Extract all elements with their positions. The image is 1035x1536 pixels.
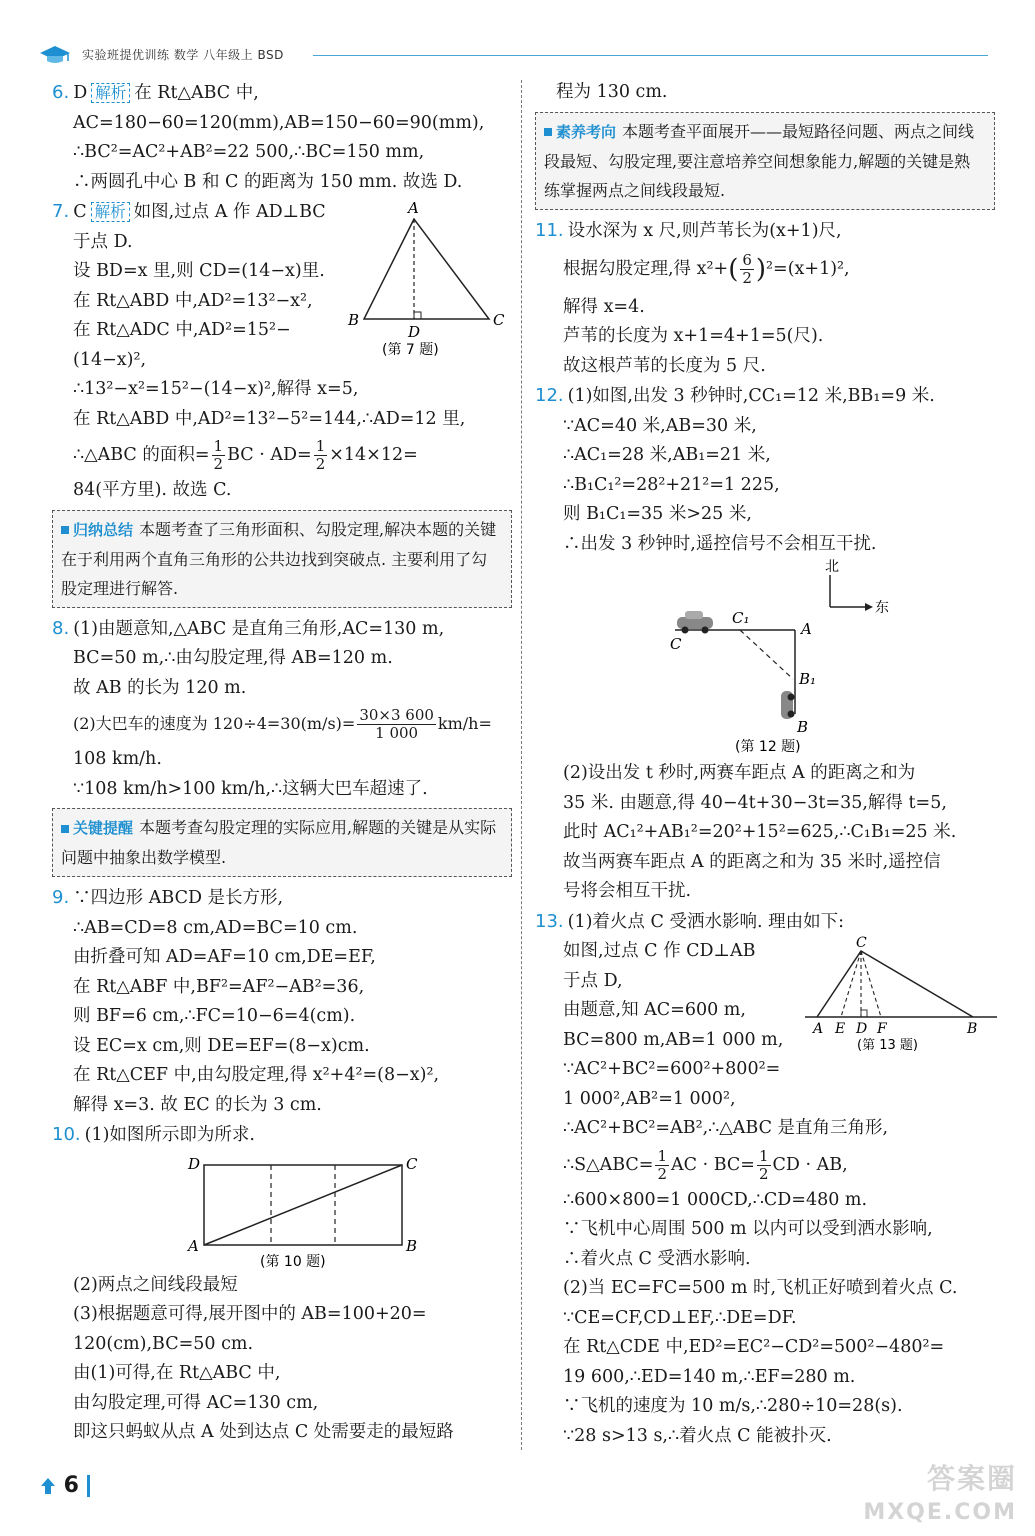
car-icon: [781, 691, 795, 719]
note-text: 本题考查平面展开——最短路径问题、两点之间线段最短、勾股定理,要注意培养空间想象能力,解题的关键是熟练掌握两点之间线段最短.: [544, 121, 975, 200]
question-number: 8.: [52, 617, 70, 639]
denominator: 2: [657, 1164, 668, 1183]
watermark-line: 答案圈: [926, 1462, 1017, 1495]
text-line: 号将会相互干扰.: [563, 881, 692, 901]
text-line: (2)当 EC=FC=500 m 时,飞机正好喷到着火点 C.: [563, 1278, 958, 1298]
fraction: [357, 707, 436, 742]
text-segment: ²=(x+1)²,: [766, 259, 850, 279]
text-line: 84(平方里). 故选 C.: [73, 480, 232, 500]
text-line: 设 EC=x cm,则 DE=EF=(8−x)cm.: [73, 1035, 370, 1056]
denominator: 2: [213, 455, 224, 473]
text-line: 在 Rt△ABC 中,: [134, 83, 259, 103]
text-line: ∴出发 3 秒钟时,遥控信号不会相互干扰.: [563, 533, 877, 554]
text-line: 设水深为 x 尺,则芦苇长为(x+1)尺,: [567, 220, 842, 241]
fraction: [740, 252, 754, 287]
text-line: 由折叠可知 AD=AF=10 cm,DE=EF,: [73, 947, 376, 967]
note-summary: [52, 510, 512, 608]
question-11: [535, 216, 995, 382]
denominator: 2: [758, 1164, 769, 1183]
text-line: 即这只蚂蚁从点 A 处到达点 C 处需要走的最短路: [73, 1422, 454, 1442]
text-line: 此时 AC₁²+AB₁²=20²+15²=625,∴C₁B₁=25 米.: [563, 822, 957, 842]
question-number: 9.: [52, 887, 70, 908]
question-number: 11.: [535, 219, 564, 241]
text-line: ∵AC²+BC²=600²+800²=: [563, 1059, 781, 1079]
text-segment: (2)大巴车的速度为 120÷4=30(m/s)=: [73, 714, 356, 733]
text-segment: km/h=: [437, 714, 492, 733]
label-b: B: [348, 311, 360, 329]
question-7: [52, 197, 512, 506]
text-segment: BC · AD=: [227, 445, 312, 465]
label-d: D: [188, 1154, 201, 1173]
question-8: [52, 614, 512, 805]
text-line: 芦苇的长度为 x+1=4+1=5(尺).: [563, 326, 824, 346]
answer-choice: D: [73, 83, 88, 103]
east-label: 东: [875, 600, 889, 616]
area-formula-line: [52, 434, 512, 476]
text-segment: ∴△ABC 的面积=: [73, 445, 210, 465]
label-c1: C₁: [732, 609, 750, 627]
label-e: E: [835, 1020, 846, 1037]
figure-caption: (第 13 题): [857, 1037, 918, 1053]
label-a: A: [813, 1020, 824, 1037]
bullet-square-icon: [544, 128, 552, 136]
question-number: 7.: [52, 201, 70, 222]
label-b: B: [406, 1236, 418, 1255]
note-heading: 关键提醒: [73, 819, 134, 837]
text-line: 如图,过点 C 作 CD⊥AB: [563, 941, 756, 961]
text-line: ∵CE=CF,CD⊥EF,∴DE=DF.: [563, 1307, 797, 1328]
text-line: 则 BF=6 cm,∴FC=10−6=4(cm).: [73, 1006, 356, 1026]
text-line: BC=800 m,AB=1 000 m,: [563, 1029, 784, 1050]
numerator: 6: [742, 251, 752, 269]
text-line: (3)根据题意可得,展开图中的 AB=100+20=: [73, 1304, 427, 1324]
question-number: 10.: [52, 1124, 81, 1145]
pythagoras-line: 根据勾股定理,得 x²+( $\frac{6}{2}$ )²=(x+1)²,: [563, 251, 850, 287]
question-6: [52, 78, 512, 197]
text-line: (1)着火点 C 受洒水影响. 理由如下:: [567, 911, 844, 932]
text-line: (2)设出发 t 秒时,两赛车距点 A 的距离之和为: [563, 763, 916, 783]
text-line: 故当两赛车距点 A 的距离之和为 35 米时,遥控信: [563, 851, 941, 872]
triangle-figure-7: [344, 199, 509, 359]
text-line: ∵AC=40 米,AB=30 米,: [563, 415, 757, 436]
text-line: (2)两点之间线段最短: [73, 1274, 238, 1295]
label-d: D: [408, 323, 421, 341]
label-d: D: [856, 1020, 868, 1037]
watermark: [863, 1462, 1017, 1530]
text-line: BC=50 m,∴由勾股定理,得 AB=120 m.: [73, 648, 393, 668]
fraction: [757, 1148, 771, 1183]
text-segment: ×14×12=: [329, 445, 418, 465]
text-line: ∵108 km/h>100 km/h,∴这辆大巴车超速了.: [73, 778, 428, 799]
area-line: [535, 1144, 995, 1186]
numerator: 30×3 600: [359, 706, 434, 724]
label-c: C: [493, 311, 505, 329]
bullet-square-icon: [61, 526, 69, 534]
text-line: ∴AB=CD=8 cm,AD=BC=10 cm.: [73, 917, 358, 938]
text-line: ∴着火点 C 受洒水影响.: [563, 1248, 751, 1269]
text-line: ∴两圆孔中心 B 和 C 的距离为 150 mm. 故选 D.: [73, 171, 463, 192]
text-line: (14−x)²,: [73, 349, 147, 370]
text-line: 由勾股定理,可得 AC=130 cm,: [73, 1392, 319, 1413]
fraction: [314, 438, 328, 473]
numerator: 1: [315, 437, 326, 455]
text-line: (1)如图,出发 3 秒钟时,CC₁=12 米,BB₁=9 米.: [567, 386, 935, 406]
text-line: 在 Rt△ABD 中,AD²=13²−5²=144,∴AD=12 里,: [73, 408, 466, 429]
label-c: C: [670, 635, 682, 653]
text-segment: CD · AB,: [772, 1154, 848, 1175]
note-heading: 素养考向: [556, 122, 617, 141]
question-number: 12.: [535, 385, 564, 406]
analysis-tag: 解析: [91, 202, 130, 222]
text-line: 故这根芦苇的长度为 5 尺.: [563, 355, 766, 376]
question-number: 13.: [535, 910, 564, 932]
text-line: 由题意,知 AC=600 m,: [563, 1000, 746, 1020]
text-line: 由(1)可得,在 Rt△ABC 中,: [73, 1363, 281, 1383]
label-c: C: [406, 1154, 418, 1173]
label-a: A: [188, 1236, 199, 1255]
text-line: 在 Rt△CEF 中,由勾股定理,得 x²+4²=(8−x)²,: [73, 1065, 440, 1085]
left-column: [52, 78, 512, 1448]
text-line: 程为 130 cm.: [556, 82, 668, 102]
north-label: 北: [825, 559, 839, 575]
question-number: 6.: [52, 82, 70, 103]
text-line: 在 Rt△CDE 中,ED²=EC²−CD²=500²−480²=: [563, 1337, 945, 1357]
text-line: 35 米. 由题意,得 40−4t+30−3t=35,解得 t=5,: [563, 792, 947, 813]
note-text: 本题考查了三角形面积、勾股定理,解决本题的关键在于利用两个直角三角形的公共边找到突破点. 主要利用了勾股定理进行解答.: [61, 519, 497, 598]
text-line: 120(cm),BC=50 cm.: [73, 1333, 254, 1354]
page-header: [38, 44, 988, 66]
text-line: ∴13²−x²=15²−(14−x)²,解得 x=5,: [73, 379, 359, 399]
label-f: F: [877, 1020, 887, 1037]
right-column: [535, 78, 995, 1451]
question-13: [535, 907, 995, 1452]
page-number: [40, 1473, 90, 1498]
denominator: 1 000: [375, 724, 419, 742]
figure-caption: (第 10 题): [260, 1253, 326, 1270]
watermark-line: MXQE.COM: [863, 1500, 1017, 1525]
question-9: [52, 883, 512, 1120]
text-line: 设 BD=x 里,则 CD=(14−x)里.: [73, 261, 325, 281]
label-b: B: [797, 718, 809, 736]
numerator: 1: [758, 1146, 769, 1165]
text-line: 在 Rt△ADC 中,AD²=15²−: [73, 320, 291, 340]
label-b: B: [967, 1020, 978, 1037]
note-heading: 归纳总结: [73, 520, 134, 539]
text-line: 在 Rt△ABD 中,AD²=13²−x²,: [73, 290, 313, 311]
analysis-tag: 解析: [91, 83, 130, 103]
text-line: 于点 D.: [73, 231, 133, 252]
header-title: 实验班提优训练 数学 八年级上 BSD: [82, 48, 284, 62]
speed-line: [52, 703, 512, 745]
racecar-figure-12: [535, 559, 995, 759]
text-line: ∵飞机的速度为 10 m/s,∴280÷10=28(s).: [563, 1396, 903, 1416]
text-line: ∴B₁C₁²=28²+21²=1 225,: [563, 474, 780, 495]
text-line: AC=180−60=120(mm),AB=150−60=90(mm),: [73, 112, 485, 133]
question-12: [535, 381, 995, 907]
label-c: C: [856, 934, 867, 951]
text-line: 于点 D,: [563, 970, 623, 991]
text-line: 19 600,∴ED=140 m,∴EF=280 m.: [563, 1366, 856, 1387]
header-rule: [313, 55, 988, 56]
text-line: 解得 x=4.: [563, 296, 645, 317]
label-a: A: [801, 620, 812, 638]
text-line: 如图,过点 A 作 AD⊥BC: [133, 202, 326, 222]
numerator: 1: [213, 437, 224, 455]
text-line: 1 000²,AB²=1 000²,: [563, 1088, 736, 1109]
text-line: ∴AC²+BC²=AB²,∴△ABC 是直角三角形,: [563, 1118, 889, 1138]
text-line: ∴600×800=1 000CD,∴CD=480 m.: [563, 1189, 868, 1210]
text-line: (1)由题意知,△ABC 是直角三角形,AC=130 m,: [73, 618, 445, 639]
text-line: 解得 x=3. 故 EC 的长为 3 cm.: [73, 1094, 322, 1115]
fraction: [655, 1148, 669, 1183]
page-number-text: 6: [63, 1473, 79, 1498]
text-segment: 根据勾股定理,得 x²+: [563, 259, 729, 279]
figure-caption: (第 7 题): [382, 342, 439, 358]
answer-choice: C: [73, 202, 87, 222]
text-line: ∵飞机中心周围 500 m 以内可以受到洒水影响,: [563, 1219, 933, 1239]
question-10: [52, 1120, 512, 1448]
text-line: (1)如图所示即为所求.: [84, 1125, 255, 1145]
fraction: [212, 438, 226, 473]
label-b1: B₁: [799, 670, 817, 688]
label-a: A: [408, 199, 419, 217]
text-line: ∴BC²=AC²+AB²=22 500,∴BC=150 mm,: [73, 142, 425, 162]
text-line: 108 km/h.: [73, 749, 162, 769]
text-segment: AC · BC=: [671, 1154, 755, 1175]
text-line: ∴AC₁=28 米,AB₁=21 米,: [563, 445, 771, 465]
column-divider: [521, 80, 522, 1450]
note-key-reminder: [52, 808, 512, 877]
text-line: 则 B₁C₁=35 米>25 米,: [563, 504, 752, 524]
denominator: 2: [742, 269, 752, 287]
text-segment: ∴S△ABC=: [563, 1154, 654, 1175]
bullet-square-icon: [61, 825, 69, 833]
text-line: ∵28 s>13 s,∴着火点 C 能被扑灭.: [563, 1425, 832, 1446]
rectangle-figure-10: [52, 1151, 512, 1271]
numerator: 1: [657, 1146, 668, 1165]
fire-figure-13: [801, 935, 1001, 1060]
graduation-cap-icon: [38, 44, 72, 66]
figure-caption: (第 12 题): [735, 739, 801, 755]
denominator: 2: [315, 455, 326, 473]
text-line: 故 AB 的长为 120 m.: [73, 677, 247, 698]
note-text: 本题考查勾股定理的实际应用,解题的关键是从实际问题中抽象出数学模型.: [61, 818, 497, 867]
arrow-up-icon: [40, 1477, 56, 1495]
text-line: 在 Rt△ABF 中,BF²=AF²−AB²=36,: [73, 976, 365, 997]
text-line: ∵四边形 ABCD 是长方形,: [73, 888, 284, 908]
note-literacy: [535, 112, 995, 210]
